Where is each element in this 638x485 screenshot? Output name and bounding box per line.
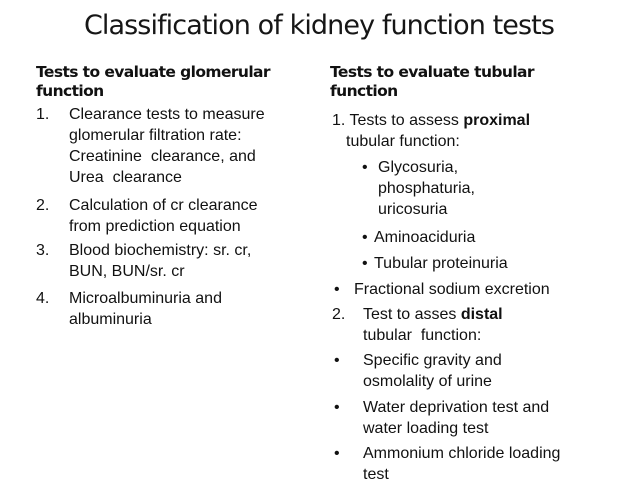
- item-line: from prediction equation: [69, 218, 241, 235]
- distal-keyword: distal: [460, 306, 503, 323]
- item-line: Fractional sodium excretion: [354, 281, 550, 298]
- list-number: 1.: [36, 106, 50, 123]
- bullet-marker: •: [334, 445, 340, 462]
- bullet-marker: •: [362, 255, 368, 272]
- item-line: Microalbuminuria and: [69, 290, 222, 307]
- bullet-marker: •: [362, 159, 368, 176]
- slide-title: Classification of kidney function tests: [83, 10, 555, 41]
- list-number: 2.: [332, 306, 346, 323]
- item-line: Glycosuria,: [378, 159, 459, 176]
- left-heading-line-1: Tests to evaluate glomerular: [36, 63, 270, 81]
- right-heading-line-2: function: [330, 82, 398, 100]
- left-list-item: [36, 195, 316, 237]
- list-number: 4.: [36, 290, 50, 307]
- left-list-item: [36, 240, 316, 282]
- sub-bullet-item: [362, 253, 622, 274]
- left-column-heading: [36, 63, 270, 101]
- left-heading-line-2: function: [36, 82, 104, 100]
- bullet-marker: •: [334, 352, 340, 369]
- item-line: Tubular proteinuria: [374, 255, 508, 272]
- sub-bullet-item: [362, 227, 622, 248]
- fractional-bullet: [334, 279, 634, 300]
- bullet-marker: •: [362, 229, 368, 246]
- item-line: phosphaturia,: [378, 180, 475, 197]
- proximal-keyword: proximal: [463, 112, 531, 129]
- item-line: Water deprivation test and: [363, 399, 550, 416]
- list-number: 2.: [36, 197, 50, 214]
- item-line: water loading test: [363, 420, 489, 437]
- item-line: albuminuria: [69, 311, 152, 328]
- item-line: Aminoaciduria: [374, 229, 476, 246]
- item-line: Ammonium chloride loading: [363, 445, 561, 462]
- bullet-item: [334, 350, 634, 392]
- item-line: BUN, BUN/sr. cr: [69, 263, 185, 280]
- bullet-marker: •: [334, 281, 340, 298]
- item-line: test: [363, 466, 389, 483]
- right-column-heading: [330, 63, 534, 101]
- list-number: 3.: [36, 242, 50, 259]
- distal-line-2: tubular function:: [363, 327, 482, 344]
- sub-bullet-item: [362, 157, 622, 220]
- proximal-prefix: 1. Tests to assess: [332, 112, 464, 129]
- item-line: Calculation of cr clearance: [69, 197, 258, 214]
- item-line: Urea clearance: [69, 169, 182, 186]
- left-list-item: [36, 288, 316, 330]
- item-line: Creatinine clearance, and: [69, 148, 256, 165]
- proximal-section: [332, 110, 632, 152]
- bullet-item: [334, 397, 634, 439]
- distal-prefix: Test to asses: [363, 306, 461, 323]
- item-line: uricosuria: [378, 201, 448, 218]
- item-line: Blood biochemistry: sr. cr,: [69, 242, 252, 259]
- proximal-line-2: tubular function:: [346, 133, 460, 150]
- item-line: osmolality of urine: [363, 373, 492, 390]
- item-line: Specific gravity and: [363, 352, 502, 369]
- distal-section: [332, 304, 632, 346]
- bullet-marker: •: [334, 399, 340, 416]
- left-list-item: [36, 104, 316, 188]
- item-line: glomerular filtration rate:: [69, 127, 242, 144]
- right-heading-line-1: Tests to evaluate tubular: [330, 63, 534, 81]
- item-line: Clearance tests to measure: [69, 106, 265, 123]
